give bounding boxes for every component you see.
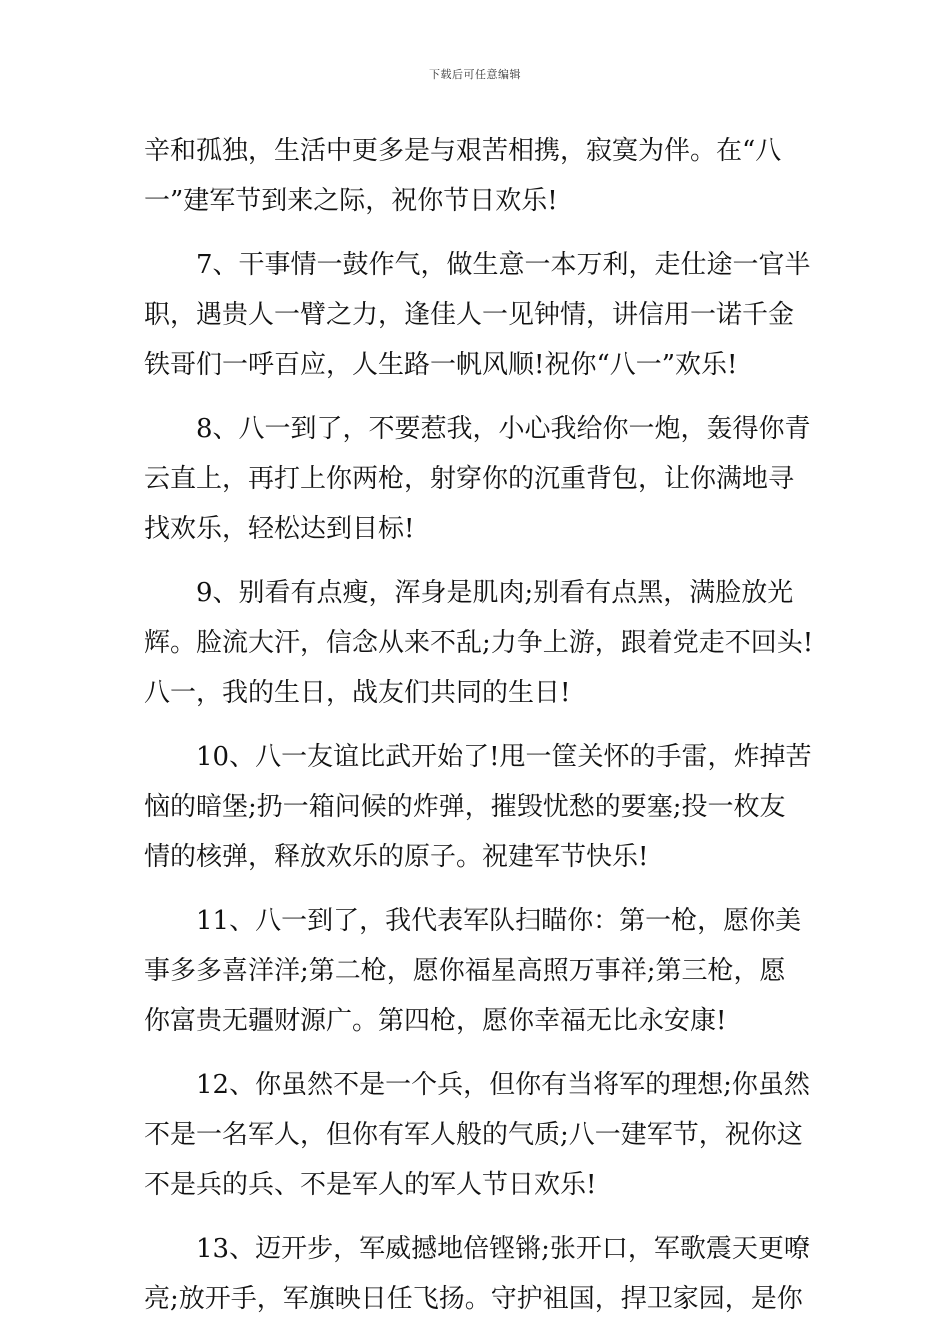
text-line: 职，遇贵人一臂之力，逢佳人一见钟情，讲信用一诺千金 — [144, 300, 795, 330]
document-body — [144, 126, 814, 1324]
paragraph-item-8 — [144, 404, 814, 554]
text-line: 11、八一到了，我代表军队扫瞄你：第一枪，愿你美 — [196, 906, 802, 936]
page-header-note: 下载后可任意编辑 — [429, 68, 521, 81]
text-line: 你富贵无疆财源广。第四枪，愿你幸福无比永安康! — [144, 1006, 727, 1036]
paragraph-item-12 — [144, 1060, 814, 1210]
text-line: 辛和孤独，生活中更多是与艰苦相携，寂寞为伴。在“八 — [144, 136, 782, 166]
text-line: 7、干事情一鼓作气，做生意一本万利，走仕途一官半 — [196, 250, 811, 280]
text-line: 13、迈开步，军威撼地倍铿锵;张开口，军歌震天更嘹 — [196, 1234, 810, 1264]
text-line: 情的核弹，释放欢乐的原子。祝建军节快乐! — [144, 842, 649, 872]
text-line: 云直上，再打上你两枪，射穿你的沉重背包，让你满地寻 — [144, 464, 795, 494]
text-line: 10、八一友谊比武开始了!甩一筐关怀的手雷，炸掉苦 — [196, 742, 812, 772]
text-line: 一”建军节到来之际，祝你节日欢乐! — [144, 186, 558, 216]
text-line: 铁哥们一呼百应，人生路一帆风顺!祝你“八一”欢乐! — [144, 350, 738, 380]
text-line: 不是兵的兵、不是军人的军人节日欢乐! — [144, 1170, 597, 1200]
text-line: 12、你虽然不是一个兵，但你有当将军的理想;你虽然 — [196, 1070, 810, 1100]
text-line: 找欢乐，轻松达到目标! — [144, 514, 415, 544]
paragraph-item-11 — [144, 896, 814, 1046]
paragraph-item-7 — [144, 240, 814, 390]
text-line: 事多多喜洋洋;第二枪，愿你福星高照万事祥;第三枪，愿 — [144, 956, 786, 986]
text-line: 不是一名军人，但你有军人般的气质;八一建军节，祝你这 — [144, 1120, 803, 1150]
text-line: 辉。脸流大汗，信念从来不乱;力争上游，跟着党走不回头! — [144, 628, 814, 658]
paragraph-continuation — [144, 126, 814, 226]
paragraph-item-10 — [144, 732, 814, 882]
text-line: 恼的暗堡;扔一箱问候的炸弹，摧毁忧愁的要塞;投一枚友 — [144, 792, 786, 822]
text-line: 9、别看有点瘦，浑身是肌肉;别看有点黑，满脸放光 — [196, 578, 794, 608]
paragraph-item-9 — [144, 568, 814, 718]
text-line: 八一，我的生日，战友们共同的生日! — [144, 678, 571, 708]
text-line: 8、八一到了，不要惹我，小心我给你一炮，轰得你青 — [196, 414, 811, 444]
paragraph-item-13 — [144, 1224, 814, 1324]
text-line: 亮;放开手，军旗映日任飞扬。守护祖国，捍卫家园，是你 — [144, 1284, 803, 1314]
